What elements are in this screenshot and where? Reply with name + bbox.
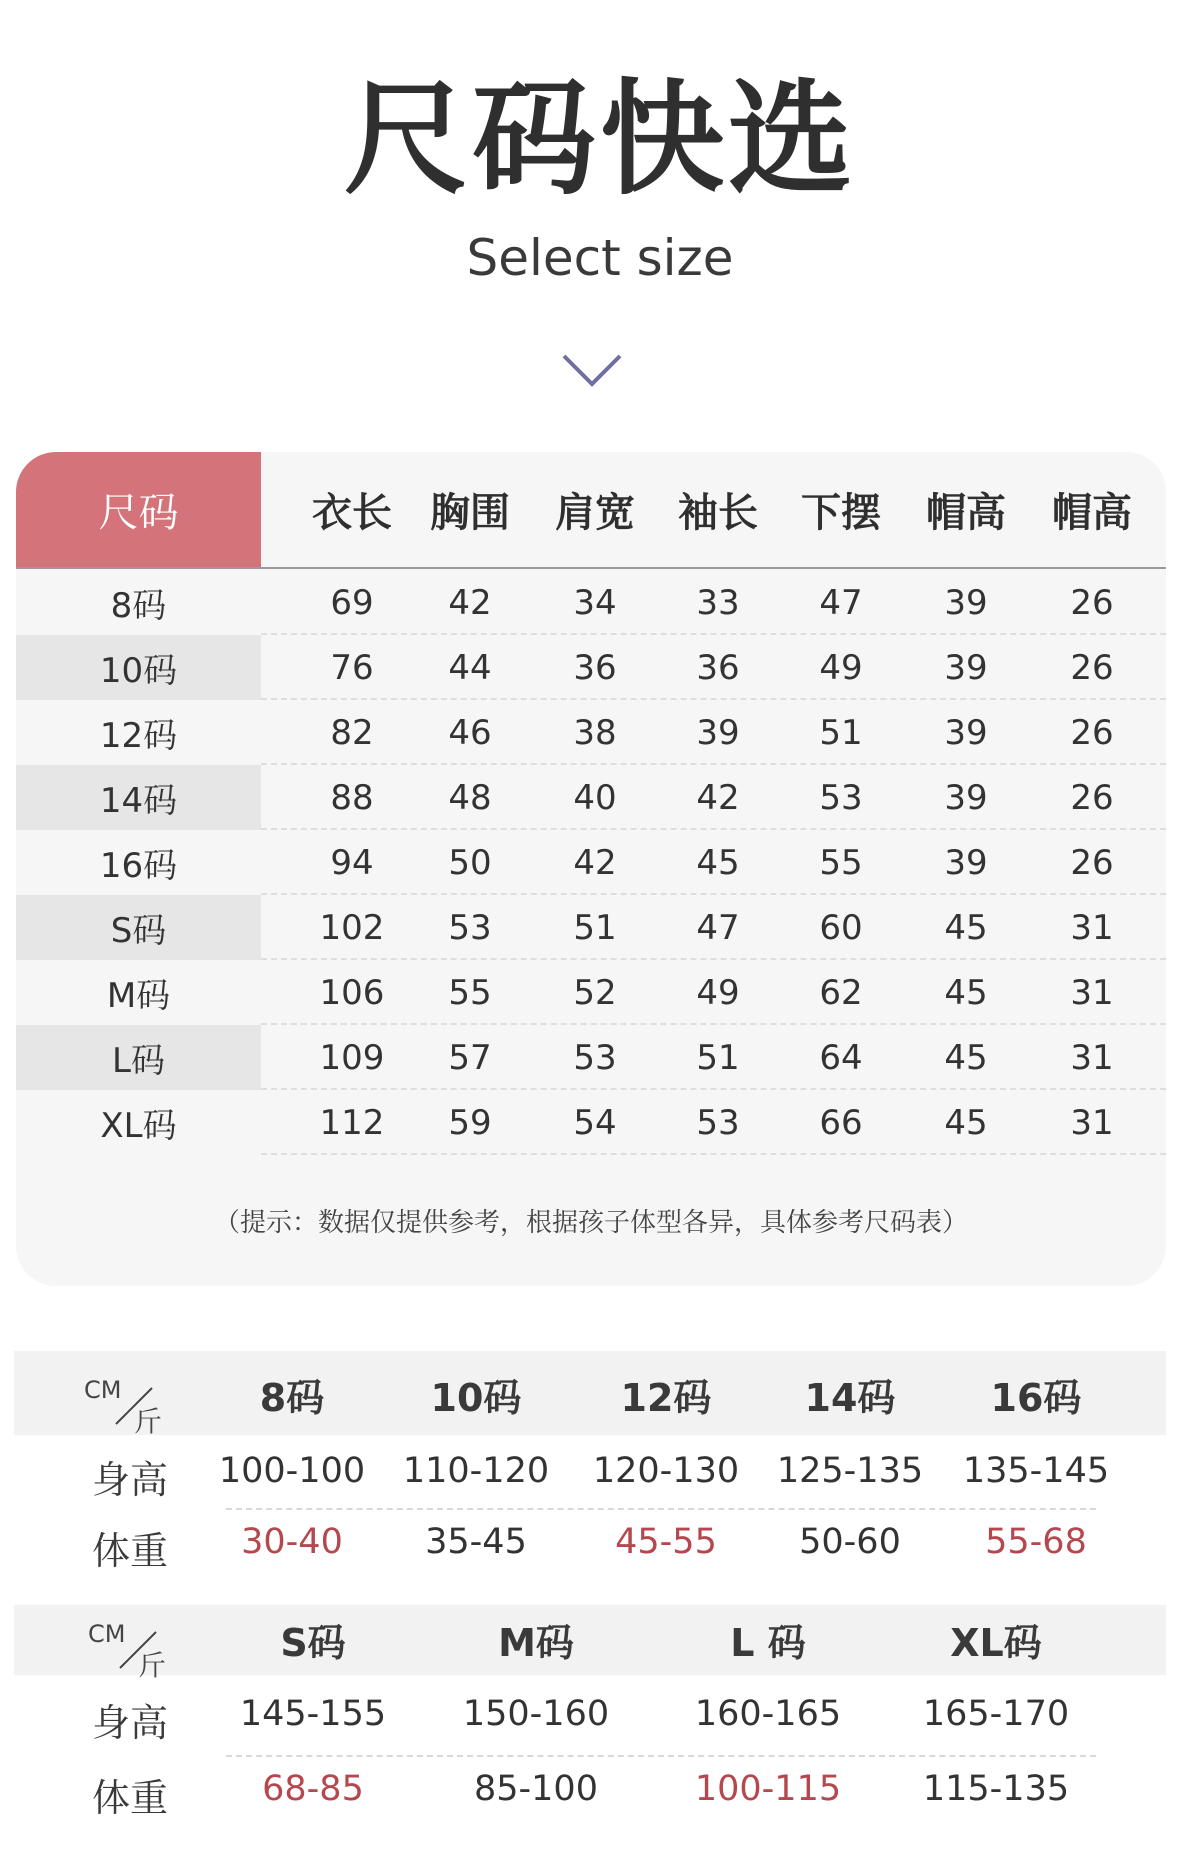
table-cell: 51 (696, 1037, 740, 1078)
table-cell: 102 (319, 907, 385, 948)
table-cell: 26 (1070, 712, 1114, 753)
table-cell: 39 (944, 842, 988, 883)
table-cell: 39 (944, 712, 988, 753)
table-cell: 59 (448, 1102, 492, 1143)
table-cell: 53 (819, 777, 863, 818)
weight-label: 体重 (91, 1529, 168, 1573)
weight-value: 100-115 (694, 1769, 842, 1809)
table-cell: 39 (944, 777, 988, 818)
header-hem: 下摆 (801, 490, 881, 536)
table-cell: 39 (696, 712, 740, 753)
height-value: 165-170 (922, 1694, 1070, 1734)
unit-label-2 (88, 1620, 178, 1680)
table-cell: 26 (1070, 647, 1114, 688)
fit-size-header: L 码 (730, 1620, 806, 1665)
height-value: 150-160 (462, 1694, 610, 1734)
row-divider (226, 1755, 1096, 1757)
table-cell: 45 (944, 972, 988, 1013)
size-table (16, 452, 1166, 1286)
table-row (16, 570, 1166, 635)
weight-value: 50-60 (799, 1522, 901, 1562)
table-cell: 47 (819, 582, 863, 623)
table-cell: 36 (696, 647, 740, 688)
table-cell: 55 (448, 972, 492, 1013)
header-length: 衣长 (312, 490, 392, 536)
weight-label: 体重 (91, 1776, 168, 1820)
header-chest: 胸围 (430, 490, 510, 536)
table-cell: 52 (573, 972, 617, 1013)
table-cell: 42 (696, 777, 740, 818)
row-size-label: M码 (106, 976, 171, 1016)
size-note: （提示：数据仅提供参考，根据孩子体型各异，具体参考尺码表） (213, 1208, 968, 1238)
weight-value: 68-85 (262, 1769, 364, 1809)
table-cell: 76 (330, 647, 374, 688)
size-table-header (16, 452, 1166, 567)
table-cell: 34 (573, 582, 617, 623)
table-cell: 48 (448, 777, 492, 818)
page-title: 尺码快选 (343, 68, 856, 212)
height-value: 125-135 (776, 1451, 924, 1491)
table-cell: 39 (944, 647, 988, 688)
table-cell: 88 (330, 777, 374, 818)
header-size: 尺码 (16, 452, 261, 567)
table-cell: 45 (944, 907, 988, 948)
weight-value: 115-135 (922, 1769, 1070, 1809)
table-row (16, 765, 1166, 830)
table-cell: 53 (573, 1037, 617, 1078)
table-cell: 53 (448, 907, 492, 948)
fit-size-header: XL码 (950, 1620, 1042, 1665)
height-value: 120-130 (592, 1451, 740, 1491)
table-cell: 47 (696, 907, 740, 948)
row-size-label: L码 (16, 1025, 261, 1090)
table-cell: 112 (319, 1102, 385, 1143)
table-cell: 69 (330, 582, 374, 623)
table-cell: 44 (448, 647, 492, 688)
unit-jin: 斤 (134, 1405, 163, 1438)
table-cell: 31 (1070, 972, 1114, 1013)
table-cell: 31 (1070, 907, 1114, 948)
unit-label (84, 1376, 174, 1436)
table-cell: 50 (448, 842, 492, 883)
header-hood-height: 帽高 (926, 490, 1006, 536)
row-size-label: 14码 (16, 765, 261, 830)
row-size-label: 10码 (16, 635, 261, 700)
weight-value: 85-100 (474, 1769, 598, 1809)
row-size-label: 12码 (99, 716, 178, 756)
table-row (16, 1090, 1166, 1155)
table-cell: 42 (448, 582, 492, 623)
table-cell: 45 (944, 1037, 988, 1078)
table-cell: 40 (573, 777, 617, 818)
row-size-label: S码 (16, 895, 261, 960)
unit-jin: 斤 (138, 1649, 167, 1682)
page-subtitle: Select size (466, 229, 734, 287)
header-sleeve: 袖长 (678, 490, 758, 536)
table-cell: 45 (944, 1102, 988, 1143)
height-label: 身高 (91, 1701, 168, 1745)
table-cell: 26 (1070, 582, 1114, 623)
table-cell: 42 (573, 842, 617, 883)
weight-value: 30-40 (241, 1522, 343, 1562)
fit-size-header: 10码 (430, 1375, 522, 1420)
table-cell: 45 (696, 842, 740, 883)
table-cell: 31 (1070, 1102, 1114, 1143)
fit-size-header: S码 (280, 1620, 346, 1665)
fit-size-header: 16码 (990, 1375, 1082, 1420)
table-cell: 62 (819, 972, 863, 1013)
table-cell: 53 (696, 1102, 740, 1143)
table-row (16, 830, 1166, 895)
row-size-label: 8码 (110, 586, 167, 626)
table-cell: 31 (1070, 1037, 1114, 1078)
height-value: 110-120 (402, 1451, 550, 1491)
height-value: 135-145 (962, 1451, 1110, 1491)
weight-value: 45-55 (615, 1522, 717, 1562)
fit-size-header: 14码 (804, 1375, 896, 1420)
table-cell: 94 (330, 842, 374, 883)
height-value: 100-100 (218, 1451, 366, 1491)
header-divider (16, 567, 1166, 569)
table-cell: 49 (696, 972, 740, 1013)
row-size-label: XL码 (100, 1106, 177, 1146)
table-row (16, 1025, 1166, 1090)
height-value: 145-155 (239, 1694, 387, 1734)
row-divider (226, 1508, 1096, 1510)
table-cell: 51 (573, 907, 617, 948)
table-cell: 36 (573, 647, 617, 688)
table-cell: 26 (1070, 777, 1114, 818)
fit-size-header: M码 (498, 1620, 574, 1665)
table-cell: 39 (944, 582, 988, 623)
height-label: 身高 (91, 1458, 168, 1502)
table-row (16, 895, 1166, 960)
fit-size-header: 12码 (620, 1375, 712, 1420)
row-size-label: 16码 (99, 846, 178, 886)
table-cell: 38 (573, 712, 617, 753)
table-cell: 46 (448, 712, 492, 753)
header-hood-height-2: 帽高 (1052, 490, 1132, 536)
weight-value: 55-68 (985, 1522, 1087, 1562)
unit-cm: CM (88, 1620, 126, 1648)
table-cell: 82 (330, 712, 374, 753)
table-cell: 26 (1070, 842, 1114, 883)
table-cell: 54 (573, 1102, 617, 1143)
table-cell: 55 (819, 842, 863, 883)
table-cell: 109 (319, 1037, 385, 1078)
table-cell: 51 (819, 712, 863, 753)
table-row (16, 700, 1166, 765)
height-value: 160-165 (694, 1694, 842, 1734)
chevron-down-icon (560, 350, 624, 390)
table-cell: 33 (696, 582, 740, 623)
header-shoulder: 肩宽 (555, 490, 635, 536)
table-cell: 60 (819, 907, 863, 948)
weight-value: 35-45 (425, 1522, 527, 1562)
table-cell: 57 (448, 1037, 492, 1078)
table-row (16, 635, 1166, 700)
row-divider (261, 1153, 1166, 1155)
fit-size-header: 8码 (259, 1375, 325, 1420)
table-cell: 49 (819, 647, 863, 688)
table-cell: 106 (319, 972, 385, 1013)
table-cell: 64 (819, 1037, 863, 1078)
table-row (16, 960, 1166, 1025)
unit-cm: CM (84, 1376, 122, 1404)
table-cell: 66 (819, 1102, 863, 1143)
